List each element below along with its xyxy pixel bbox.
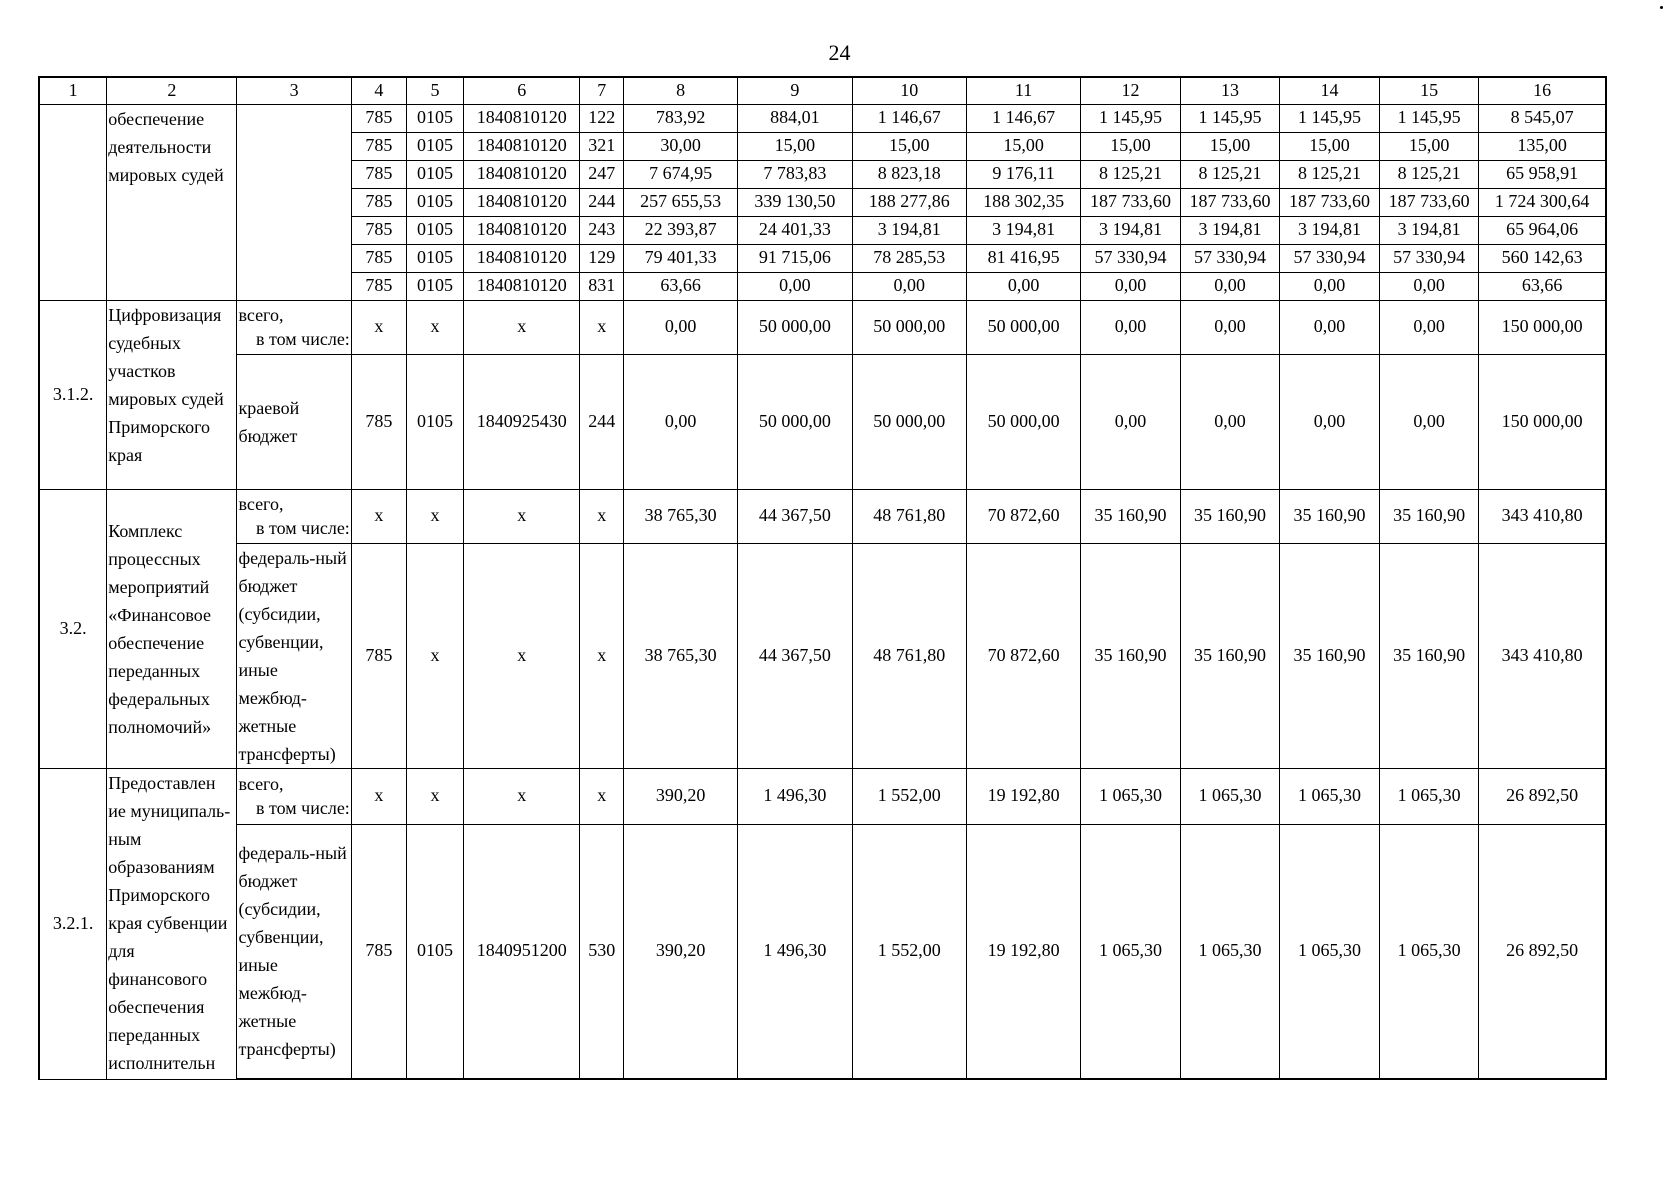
cell: 57 330,94 — [1379, 244, 1479, 272]
cell: x — [406, 543, 463, 768]
cell: 35 160,90 — [1180, 543, 1280, 768]
cell: 1 145,95 — [1081, 104, 1181, 132]
header-cell: 8 — [623, 77, 737, 104]
cell: 78 285,53 — [852, 244, 966, 272]
cell: 0,00 — [852, 272, 966, 300]
cell: 243 — [580, 216, 623, 244]
cell: 0105 — [406, 132, 463, 160]
cell: 35 160,90 — [1280, 543, 1380, 768]
cell: 785 — [351, 132, 406, 160]
header-cell: 13 — [1180, 77, 1280, 104]
total-label: всего, — [238, 774, 284, 794]
cell: 65 958,91 — [1479, 160, 1606, 188]
cell: 1840951200 — [464, 824, 580, 1079]
cell: 57 330,94 — [1280, 244, 1380, 272]
header-cell: 10 — [852, 77, 966, 104]
cell: x — [406, 489, 463, 543]
cell: 8 125,21 — [1180, 160, 1280, 188]
cell: 1840810120 — [464, 132, 580, 160]
cell: 0,00 — [1379, 272, 1479, 300]
cell: 0,00 — [1180, 354, 1280, 489]
cell: 1 145,95 — [1280, 104, 1380, 132]
cell: 7 783,83 — [738, 160, 852, 188]
cell: 1 065,30 — [1180, 824, 1280, 1079]
cell: 785 — [351, 272, 406, 300]
table-row — [39, 543, 1606, 768]
header-row — [39, 77, 1606, 104]
cell: 244 — [580, 354, 623, 489]
cell: 35 160,90 — [1180, 489, 1280, 543]
table-row — [39, 354, 1606, 489]
table-row-total — [39, 300, 1606, 354]
funding-source-total — [237, 768, 351, 824]
cell: 38 765,30 — [623, 543, 737, 768]
funding-source: краевой бюджет — [237, 354, 351, 489]
row-index: 3.2. — [39, 489, 107, 768]
cell: 0105 — [406, 244, 463, 272]
cell: 24 401,33 — [738, 216, 852, 244]
row-index: 3.2.1. — [39, 768, 107, 1079]
cell: 70 872,60 — [966, 543, 1080, 768]
cell: 1840810120 — [464, 244, 580, 272]
cell: 35 160,90 — [1081, 543, 1181, 768]
header-cell: 12 — [1081, 77, 1181, 104]
cell: 1840810120 — [464, 216, 580, 244]
cell: 1 146,67 — [852, 104, 966, 132]
cell: 63,66 — [1479, 272, 1606, 300]
cell: 785 — [351, 104, 406, 132]
cell: 1 496,30 — [738, 824, 852, 1079]
cell: x — [580, 543, 623, 768]
cell: 390,20 — [623, 768, 737, 824]
budget-table — [38, 76, 1607, 1080]
cell: 15,00 — [1280, 132, 1380, 160]
including-label: в том числе: — [255, 518, 350, 538]
cell: 8 125,21 — [1280, 160, 1380, 188]
cell: 0,00 — [1379, 300, 1479, 354]
cell: 8 545,07 — [1479, 104, 1606, 132]
cell: 188 302,35 — [966, 188, 1080, 216]
cell: 0105 — [406, 216, 463, 244]
cell: 560 142,63 — [1479, 244, 1606, 272]
cell: 884,01 — [738, 104, 852, 132]
cell: 19 192,80 — [966, 824, 1080, 1079]
cell: 831 — [580, 272, 623, 300]
cell: 3 194,81 — [966, 216, 1080, 244]
cell: 0,00 — [738, 272, 852, 300]
cell: x — [351, 300, 406, 354]
header-cell: 9 — [738, 77, 852, 104]
table-row — [39, 824, 1606, 1079]
cell: 35 160,90 — [1379, 543, 1479, 768]
cell: 3 194,81 — [1180, 216, 1280, 244]
cell: 1 065,30 — [1180, 768, 1280, 824]
cell: x — [580, 489, 623, 543]
scan-speck — [1660, 6, 1663, 9]
cell: 15,00 — [1379, 132, 1479, 160]
cell: 0105 — [406, 354, 463, 489]
cell: 1 145,95 — [1379, 104, 1479, 132]
cell: x — [351, 489, 406, 543]
activity-name: Комплекс процессных мероприятий «Финансовое обеспечение переданных федеральных полномочий» — [107, 489, 237, 768]
cell: 15,00 — [1180, 132, 1280, 160]
cell: x — [464, 543, 580, 768]
cell: 785 — [351, 216, 406, 244]
cell: 135,00 — [1479, 132, 1606, 160]
activity-name: Предоставлен ие муниципаль-ным образованиям Приморского края субвенции для финансового обеспечения переданных исполнительн — [107, 768, 237, 1079]
cell: 129 — [580, 244, 623, 272]
cell: 1840810120 — [464, 104, 580, 132]
header-cell: 16 — [1479, 77, 1606, 104]
cell: 50 000,00 — [852, 354, 966, 489]
cell: 38 765,30 — [623, 489, 737, 543]
funding-source: федераль-ный бюджет (субсидии, субвенции, иные межбюд-жетные трансферты) — [237, 543, 351, 768]
funding-source-total — [237, 489, 351, 543]
cell: 0105 — [406, 824, 463, 1079]
including-label: в том числе: — [255, 329, 350, 349]
cell: 1840925430 — [464, 354, 580, 489]
header-cell: 6 — [464, 77, 580, 104]
activity-name: обеспечение деятельности мировых судей — [107, 104, 237, 300]
cell: 15,00 — [966, 132, 1080, 160]
cell: 35 160,90 — [1379, 489, 1479, 543]
cell: 0,00 — [1180, 272, 1280, 300]
cell: 0105 — [406, 272, 463, 300]
cell: 150 000,00 — [1479, 354, 1606, 489]
cell: 1 145,95 — [1180, 104, 1280, 132]
cell: 0105 — [406, 188, 463, 216]
cell: 390,20 — [623, 824, 737, 1079]
cell: 15,00 — [1081, 132, 1181, 160]
cell: 1 065,30 — [1379, 824, 1479, 1079]
cell: 0,00 — [1280, 272, 1380, 300]
cell: 50 000,00 — [966, 354, 1080, 489]
cell: 339 130,50 — [738, 188, 852, 216]
cell: 19 192,80 — [966, 768, 1080, 824]
cell: 35 160,90 — [1081, 489, 1181, 543]
cell: 48 761,80 — [852, 543, 966, 768]
cell: 783,92 — [623, 104, 737, 132]
cell: 1840810120 — [464, 188, 580, 216]
cell: 0,00 — [1379, 354, 1479, 489]
cell: 785 — [351, 244, 406, 272]
cell: 0,00 — [1081, 272, 1181, 300]
page-number: 24 — [828, 40, 851, 65]
table-row-total — [39, 489, 1606, 543]
cell: 1 065,30 — [1081, 768, 1181, 824]
cell: 785 — [351, 354, 406, 489]
cell: 1 146,67 — [966, 104, 1080, 132]
cell: 50 000,00 — [738, 300, 852, 354]
total-label: всего, — [238, 494, 284, 514]
cell: 57 330,94 — [1081, 244, 1181, 272]
cell: 343 410,80 — [1479, 543, 1606, 768]
cell: 3 194,81 — [1280, 216, 1380, 244]
cell: 50 000,00 — [852, 300, 966, 354]
cell: 91 715,06 — [738, 244, 852, 272]
cell: 26 892,50 — [1479, 824, 1606, 1079]
cell: x — [464, 489, 580, 543]
cell: 35 160,90 — [1280, 489, 1380, 543]
cell: 785 — [351, 543, 406, 768]
cell: 63,66 — [623, 272, 737, 300]
cell: 8 823,18 — [852, 160, 966, 188]
cell: 48 761,80 — [852, 489, 966, 543]
cell: 244 — [580, 188, 623, 216]
cell: 3 194,81 — [1081, 216, 1181, 244]
row-index — [39, 104, 107, 300]
cell: 321 — [580, 132, 623, 160]
cell: 0,00 — [1081, 300, 1181, 354]
cell: 0,00 — [623, 354, 737, 489]
cell: 30,00 — [623, 132, 737, 160]
cell: 26 892,50 — [1479, 768, 1606, 824]
cell: 785 — [351, 824, 406, 1079]
cell: 15,00 — [852, 132, 966, 160]
cell: 187 733,60 — [1180, 188, 1280, 216]
cell: 15,00 — [738, 132, 852, 160]
cell: x — [580, 300, 623, 354]
header-cell: 14 — [1280, 77, 1380, 104]
cell: 530 — [580, 824, 623, 1079]
cell: 257 655,53 — [623, 188, 737, 216]
cell: 1 065,30 — [1379, 768, 1479, 824]
cell: 0105 — [406, 104, 463, 132]
activity-name: Цифровизация судебных участков мировых судей Приморского края — [107, 300, 237, 489]
cell: 0,00 — [1180, 300, 1280, 354]
cell: 0105 — [406, 160, 463, 188]
cell: x — [580, 768, 623, 824]
cell: x — [351, 768, 406, 824]
cell: 0,00 — [1280, 300, 1380, 354]
cell: 81 416,95 — [966, 244, 1080, 272]
cell: 65 964,06 — [1479, 216, 1606, 244]
cell: 0,00 — [623, 300, 737, 354]
cell: 1 552,00 — [852, 824, 966, 1079]
cell: 0,00 — [1280, 354, 1380, 489]
cell: 0,00 — [1081, 354, 1181, 489]
cell: 1840810120 — [464, 272, 580, 300]
header-cell: 2 — [107, 77, 237, 104]
cell: 8 125,21 — [1081, 160, 1181, 188]
header-cell: 4 — [351, 77, 406, 104]
header-cell: 3 — [237, 77, 351, 104]
cell: 44 367,50 — [738, 489, 852, 543]
cell: 1 065,30 — [1280, 768, 1380, 824]
header-cell: 1 — [39, 77, 107, 104]
funding-source-total — [237, 300, 351, 354]
cell: 3 194,81 — [852, 216, 966, 244]
row-index: 3.1.2. — [39, 300, 107, 489]
cell: 1 724 300,64 — [1479, 188, 1606, 216]
cell: 1 496,30 — [738, 768, 852, 824]
header-cell: 11 — [966, 77, 1080, 104]
cell: 50 000,00 — [738, 354, 852, 489]
including-label: в том числе: — [255, 798, 350, 818]
funding-source: федераль-ный бюджет (субсидии, субвенции, иные межбюд-жетные трансферты) — [237, 824, 351, 1079]
funding-source — [237, 104, 351, 300]
cell: 1 552,00 — [852, 768, 966, 824]
header-cell: 7 — [580, 77, 623, 104]
cell: 785 — [351, 188, 406, 216]
header-cell: 5 — [406, 77, 463, 104]
cell: 343 410,80 — [1479, 489, 1606, 543]
table-row-total — [39, 768, 1606, 824]
cell: 7 674,95 — [623, 160, 737, 188]
cell: 0,00 — [966, 272, 1080, 300]
cell: 188 277,86 — [852, 188, 966, 216]
cell: 8 125,21 — [1379, 160, 1479, 188]
cell: x — [406, 768, 463, 824]
cell: x — [406, 300, 463, 354]
table-row — [39, 104, 1606, 132]
cell: 150 000,00 — [1479, 300, 1606, 354]
cell: 122 — [580, 104, 623, 132]
cell: 785 — [351, 160, 406, 188]
cell: x — [464, 768, 580, 824]
cell: 79 401,33 — [623, 244, 737, 272]
cell: 22 393,87 — [623, 216, 737, 244]
cell: 1 065,30 — [1081, 824, 1181, 1079]
cell: 1 065,30 — [1280, 824, 1380, 1079]
header-cell: 15 — [1379, 77, 1479, 104]
cell: x — [464, 300, 580, 354]
cell: 187 733,60 — [1081, 188, 1181, 216]
cell: 187 733,60 — [1379, 188, 1479, 216]
cell: 247 — [580, 160, 623, 188]
cell: 70 872,60 — [966, 489, 1080, 543]
cell: 50 000,00 — [966, 300, 1080, 354]
cell: 44 367,50 — [738, 543, 852, 768]
cell: 3 194,81 — [1379, 216, 1479, 244]
cell: 57 330,94 — [1180, 244, 1280, 272]
cell: 9 176,11 — [966, 160, 1080, 188]
total-label: всего, — [238, 305, 284, 325]
cell: 1840810120 — [464, 160, 580, 188]
cell: 187 733,60 — [1280, 188, 1380, 216]
